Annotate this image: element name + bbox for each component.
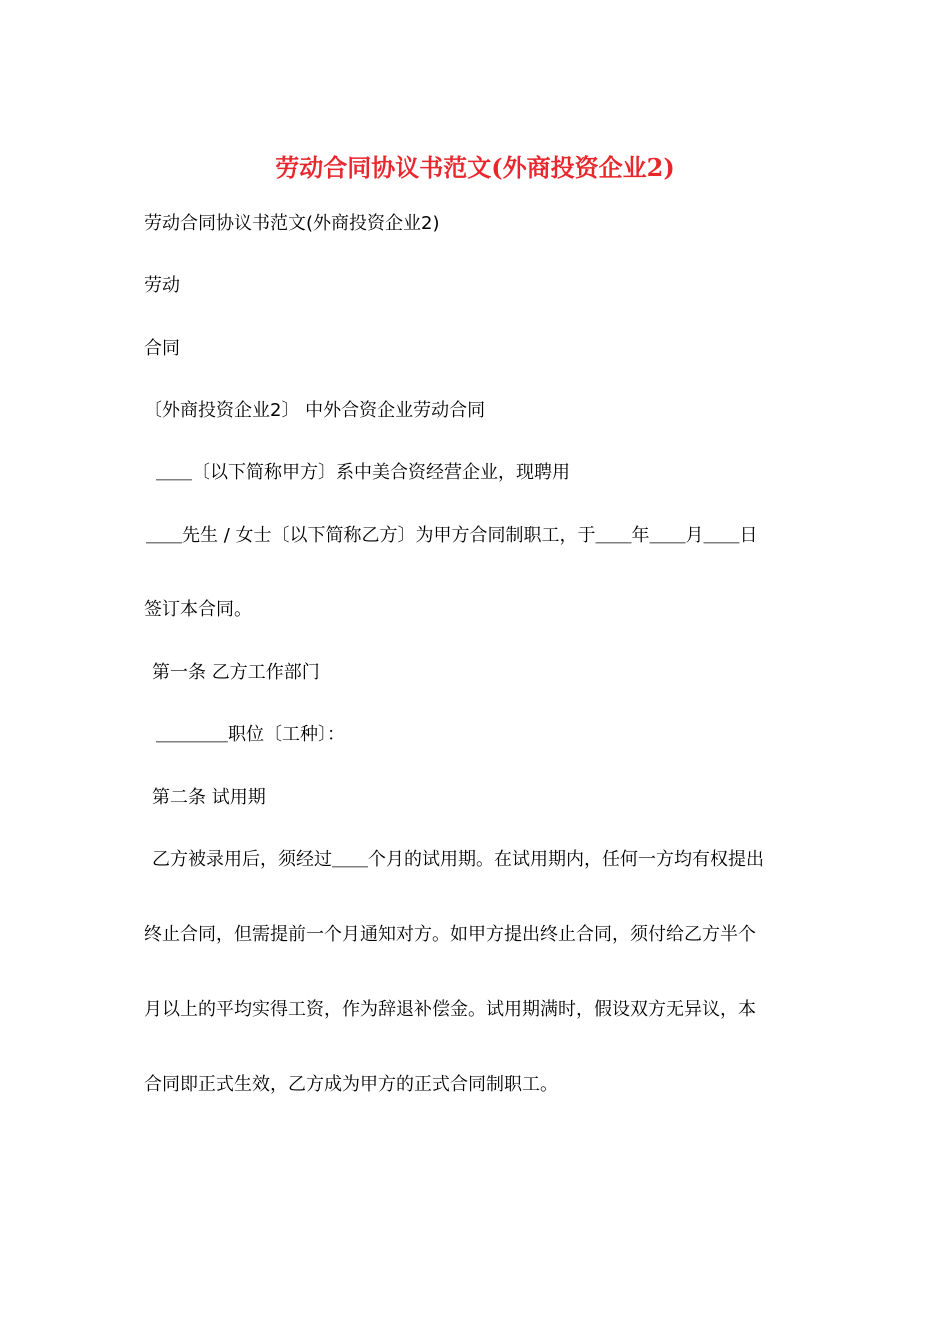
paragraph-line: ＿＿〔以下简称甲方〕系中美合资经营企业，现聘用 (156, 462, 570, 483)
paragraph-line: ＿＿先生 / 女士〔以下简称乙方〕为甲方合同制职工，于＿＿年＿＿月＿＿日 (146, 525, 758, 546)
paragraph-line: 签订本合同。 (144, 599, 252, 620)
document-title: 劳动合同协议书范文(外商投资企业2) (275, 153, 675, 182)
article-heading-1: 第一条 乙方工作部门 (152, 662, 320, 683)
subtitle-line: 劳动合同协议书范文(外商投资企业2) (144, 213, 440, 234)
paragraph-line: 月以上的平均实得工资，作为辞退补偿金。试用期满时，假设双方无异议，本 (144, 999, 756, 1020)
contract-heading: 〔外商投资企业2〕 中外合资企业劳动合同 (144, 400, 486, 421)
paragraph-line: ＿＿＿＿职位〔工种〕： (156, 724, 345, 745)
text-line-labor: 劳动 (144, 275, 180, 296)
article-heading-2: 第二条 试用期 (152, 787, 266, 808)
paragraph-line: 合同即正式生效，乙方成为甲方的正式合同制职工。 (144, 1074, 558, 1095)
paragraph-line: 乙方被录用后，须经过＿＿个月的试用期。在试用期内，任何一方均有权提出 (152, 849, 764, 870)
paragraph-line: 终止合同，但需提前一个月通知对方。如甲方提出终止合同，须付给乙方半个 (144, 924, 756, 945)
text-line-contract: 合同 (144, 338, 180, 359)
